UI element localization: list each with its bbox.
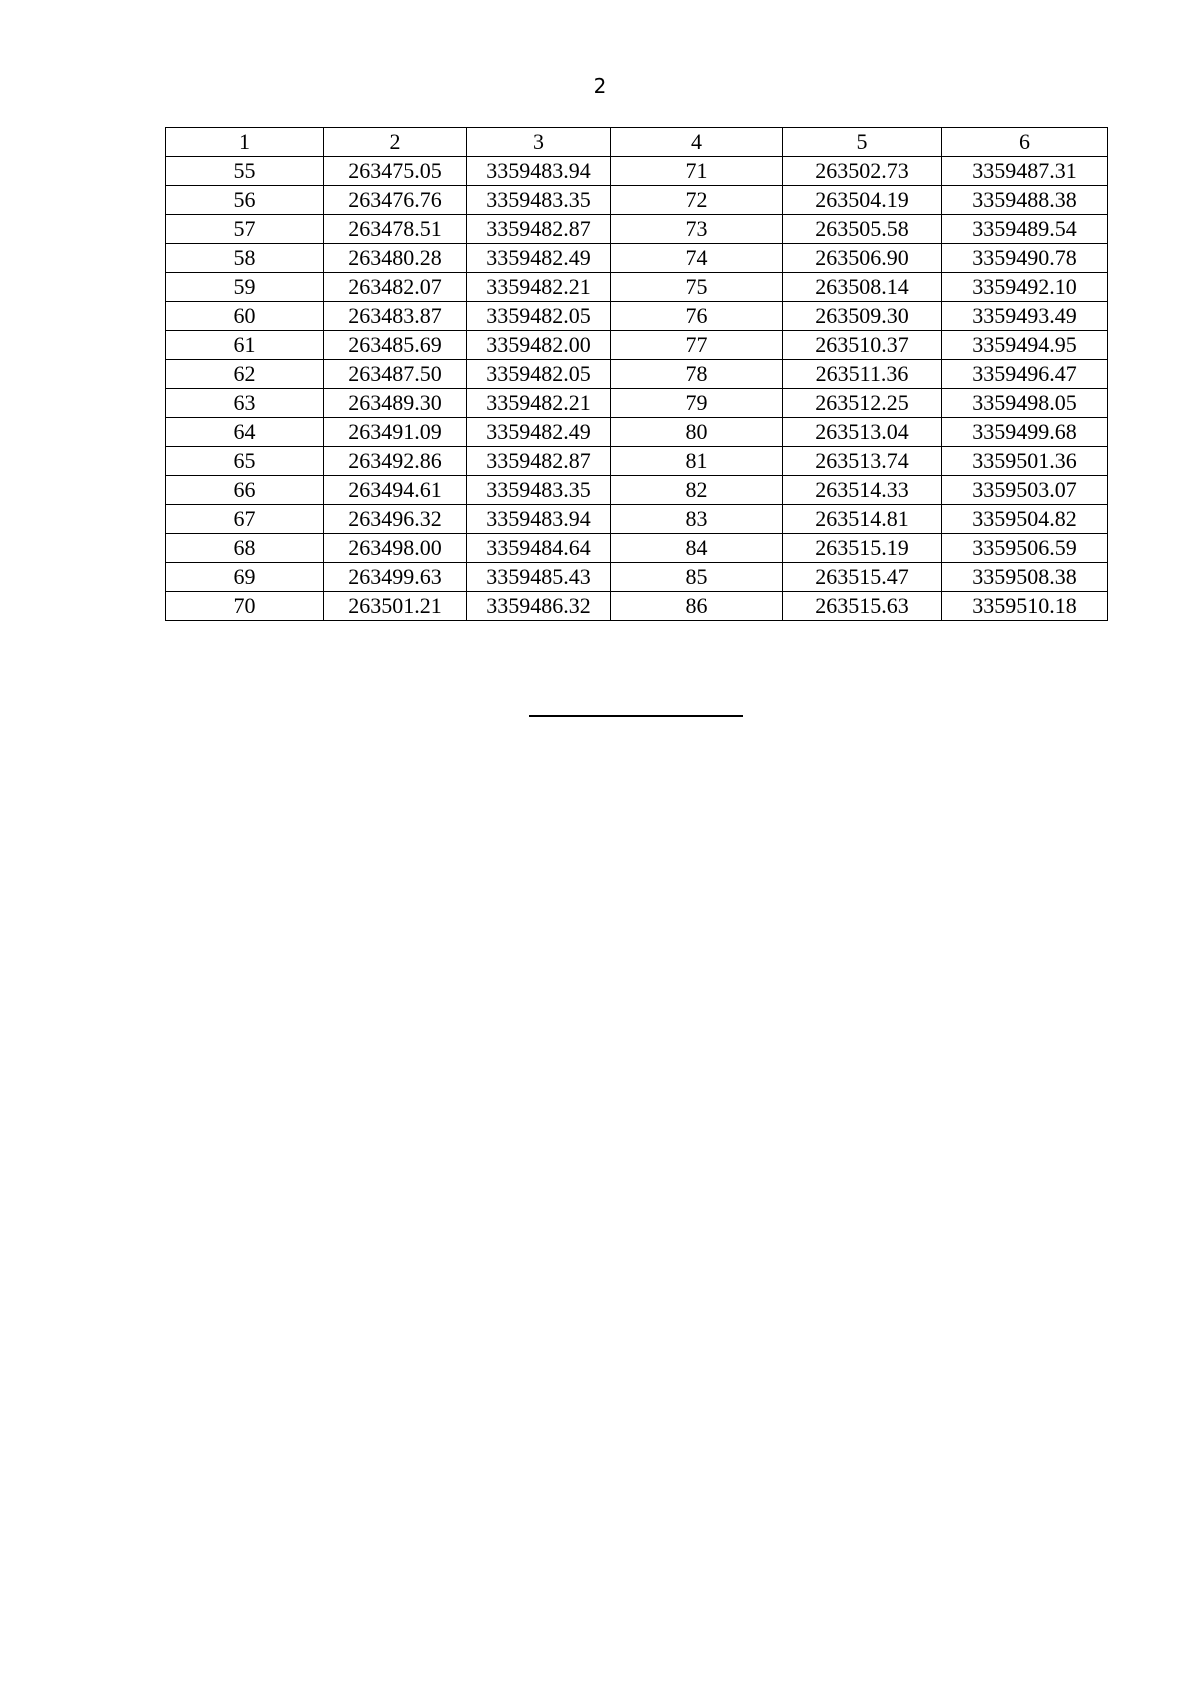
table-cell: 3359482.05 — [467, 302, 611, 331]
table-cell: 84 — [611, 534, 783, 563]
column-header: 1 — [166, 128, 324, 157]
table-cell: 263478.51 — [324, 215, 467, 244]
table-cell: 3359482.00 — [467, 331, 611, 360]
table-cell: 68 — [166, 534, 324, 563]
table-cell: 263508.14 — [783, 273, 942, 302]
table-cell: 3359508.38 — [942, 563, 1108, 592]
table-cell: 85 — [611, 563, 783, 592]
table-cell: 3359482.05 — [467, 360, 611, 389]
table-row — [166, 360, 1108, 389]
table-row — [166, 186, 1108, 215]
table-cell: 3359499.68 — [942, 418, 1108, 447]
table-cell: 263475.05 — [324, 157, 467, 186]
table-cell: 3359483.94 — [467, 157, 611, 186]
table-cell: 62 — [166, 360, 324, 389]
table-cell: 55 — [166, 157, 324, 186]
table-cell: 72 — [611, 186, 783, 215]
table-row — [166, 563, 1108, 592]
column-header: 6 — [942, 128, 1108, 157]
table-cell: 263498.00 — [324, 534, 467, 563]
table-cell: 61 — [166, 331, 324, 360]
table-row — [166, 331, 1108, 360]
table-cell: 263483.87 — [324, 302, 467, 331]
column-header: 4 — [611, 128, 783, 157]
table-cell: 82 — [611, 476, 783, 505]
table-cell: 3359492.10 — [942, 273, 1108, 302]
table-cell: 263513.04 — [783, 418, 942, 447]
table-cell: 3359482.87 — [467, 447, 611, 476]
table-row — [166, 157, 1108, 186]
table-cell: 63 — [166, 389, 324, 418]
table-cell: 3359487.31 — [942, 157, 1108, 186]
table-cell: 263514.81 — [783, 505, 942, 534]
table-cell: 3359482.21 — [467, 273, 611, 302]
table-cell: 3359483.35 — [467, 476, 611, 505]
table-cell: 263512.25 — [783, 389, 942, 418]
table-cell: 263504.19 — [783, 186, 942, 215]
table-cell: 75 — [611, 273, 783, 302]
table-cell: 80 — [611, 418, 783, 447]
table-cell: 71 — [611, 157, 783, 186]
table-cell: 86 — [611, 592, 783, 621]
table-cell: 64 — [166, 418, 324, 447]
table-cell: 263480.28 — [324, 244, 467, 273]
table-cell: 263515.63 — [783, 592, 942, 621]
table-cell: 73 — [611, 215, 783, 244]
table-cell: 56 — [166, 186, 324, 215]
table-row — [166, 244, 1108, 273]
table-cell: 263492.86 — [324, 447, 467, 476]
table-cell: 263505.58 — [783, 215, 942, 244]
table-cell: 263515.47 — [783, 563, 942, 592]
column-header: 2 — [324, 128, 467, 157]
table-cell: 57 — [166, 215, 324, 244]
table-cell: 3359483.94 — [467, 505, 611, 534]
table-cell: 66 — [166, 476, 324, 505]
table-cell: 263482.07 — [324, 273, 467, 302]
table-cell: 263491.09 — [324, 418, 467, 447]
table-row — [166, 592, 1108, 621]
page-number: 2 — [593, 74, 607, 98]
table-header-row — [166, 128, 1108, 157]
table-cell: 83 — [611, 505, 783, 534]
table-cell: 3359506.59 — [942, 534, 1108, 563]
table-cell: 74 — [611, 244, 783, 273]
table-cell: 76 — [611, 302, 783, 331]
table-cell: 3359503.07 — [942, 476, 1108, 505]
table-row — [166, 215, 1108, 244]
table-cell: 263506.90 — [783, 244, 942, 273]
table-row — [166, 389, 1108, 418]
table-cell: 263511.36 — [783, 360, 942, 389]
table-row — [166, 418, 1108, 447]
table-cell: 3359482.49 — [467, 244, 611, 273]
table-row — [166, 476, 1108, 505]
table-cell: 3359484.64 — [467, 534, 611, 563]
table-cell: 3359482.49 — [467, 418, 611, 447]
table-row — [166, 505, 1108, 534]
table-body — [166, 157, 1108, 621]
table-cell: 3359485.43 — [467, 563, 611, 592]
table-cell: 3359482.87 — [467, 215, 611, 244]
table-cell: 263499.63 — [324, 563, 467, 592]
table-cell: 3359488.38 — [942, 186, 1108, 215]
table-cell: 3359482.21 — [467, 389, 611, 418]
table-cell: 263513.74 — [783, 447, 942, 476]
column-header: 5 — [783, 128, 942, 157]
table-cell: 3359496.47 — [942, 360, 1108, 389]
table-cell: 60 — [166, 302, 324, 331]
table-cell: 79 — [611, 389, 783, 418]
table-row — [166, 302, 1108, 331]
table-cell: 3359493.49 — [942, 302, 1108, 331]
table-cell: 3359483.35 — [467, 186, 611, 215]
table-cell: 263515.19 — [783, 534, 942, 563]
table-cell: 3359510.18 — [942, 592, 1108, 621]
table-cell: 3359494.95 — [942, 331, 1108, 360]
table-cell: 3359489.54 — [942, 215, 1108, 244]
table-cell: 77 — [611, 331, 783, 360]
coordinates-table — [165, 127, 1108, 621]
table-cell: 263476.76 — [324, 186, 467, 215]
table-cell: 263509.30 — [783, 302, 942, 331]
table-cell: 263494.61 — [324, 476, 467, 505]
table-cell: 3359486.32 — [467, 592, 611, 621]
table-cell: 59 — [166, 273, 324, 302]
table-cell: 263489.30 — [324, 389, 467, 418]
table-cell: 3359501.36 — [942, 447, 1108, 476]
end-of-document-rule — [529, 715, 743, 717]
table-cell: 3359498.05 — [942, 389, 1108, 418]
column-header: 3 — [467, 128, 611, 157]
table-cell: 69 — [166, 563, 324, 592]
table-cell: 78 — [611, 360, 783, 389]
table-cell: 263496.32 — [324, 505, 467, 534]
table-cell: 263487.50 — [324, 360, 467, 389]
table-cell: 81 — [611, 447, 783, 476]
table-cell: 65 — [166, 447, 324, 476]
table-cell: 263502.73 — [783, 157, 942, 186]
table-cell: 3359490.78 — [942, 244, 1108, 273]
table-row — [166, 534, 1108, 563]
table-cell: 67 — [166, 505, 324, 534]
table-cell: 263510.37 — [783, 331, 942, 360]
table-cell: 58 — [166, 244, 324, 273]
table-cell: 263501.21 — [324, 592, 467, 621]
table-cell: 263514.33 — [783, 476, 942, 505]
table-row — [166, 273, 1108, 302]
table-cell: 263485.69 — [324, 331, 467, 360]
table-cell: 70 — [166, 592, 324, 621]
table-cell: 3359504.82 — [942, 505, 1108, 534]
table-row — [166, 447, 1108, 476]
